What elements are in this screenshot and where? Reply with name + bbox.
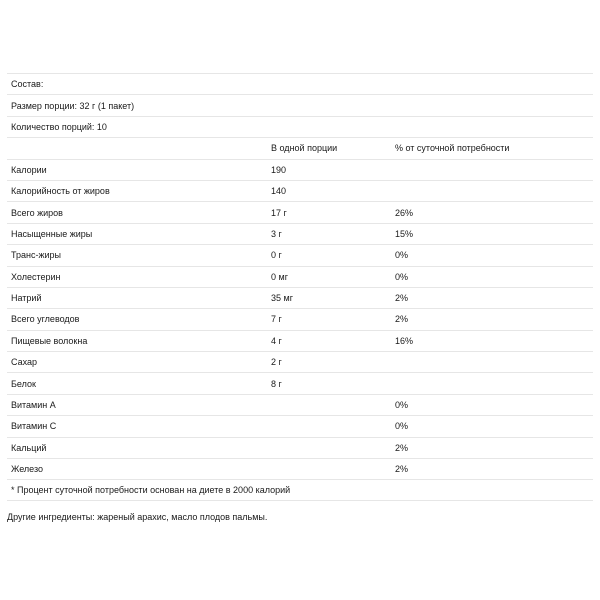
serving-size-label: Размер порции: 32 г (1 пакет) [11,100,135,111]
nutrient-daily-value: 2% [395,442,409,453]
nutrient-daily-value: 16% [395,335,414,346]
nutrient-name: Натрий [11,293,42,304]
nutrient-row [7,266,593,287]
nutrient-name: Калорийность от жиров [11,186,110,197]
nutrient-amount: 8 г [271,378,282,389]
nutrient-name: Железо [11,464,43,475]
nutrient-row [7,201,593,222]
nutrient-row [7,180,593,201]
nutrient-amount: 3 г [271,228,282,239]
composition-row [7,73,593,94]
nutrient-daily-value: 0% [395,271,409,282]
nutrient-amount: 2 г [271,357,282,368]
nutrition-facts-table [7,73,593,501]
nutrient-name: Белок [11,378,36,389]
footnote: * Процент суточной потребности основан на диете в 2000 калорий [11,485,291,496]
nutrient-daily-value: 0% [395,400,409,411]
nutrient-amount: 0 г [271,250,282,261]
servings-count-label: Количество порций: 10 [11,121,107,132]
nutrient-name: Всего углеводов [11,314,80,325]
serving-size-row [7,94,593,115]
nutrient-amount: 17 г [271,207,287,218]
nutrient-name: Калории [11,164,47,175]
nutrient-row [7,308,593,329]
nutrient-amount: 35 мг [271,293,293,304]
nutrient-daily-value: 15% [395,228,414,239]
nutrient-amount: 140 [271,186,287,197]
nutrient-row [7,330,593,351]
nutrient-rows [7,159,593,480]
servings-count-row [7,116,593,137]
nutrient-daily-value: 0% [395,421,409,432]
nutrient-daily-value: 2% [395,464,409,475]
nutrient-row [7,458,593,479]
nutrient-name: Холестерин [11,271,61,282]
nutrient-daily-value: 0% [395,250,409,261]
nutrient-daily-value: 2% [395,293,409,304]
nutrient-row [7,244,593,265]
nutrient-amount: 4 г [271,335,282,346]
nutrient-row [7,394,593,415]
column-header-row [7,137,593,158]
footnote-row [7,479,593,500]
other-ingredients: Другие ингредиенты: жареный арахис, масло плодов пальмы. [7,512,268,522]
nutrient-name: Витамин С [11,421,57,432]
nutrient-row [7,159,593,180]
nutrient-daily-value: 2% [395,314,409,325]
nutrient-row [7,287,593,308]
nutrient-row [7,351,593,372]
per-serving-header: В одной порции [271,143,338,154]
nutrient-row [7,415,593,436]
daily-value-header: % от суточной потребности [395,143,510,154]
nutrient-row [7,223,593,244]
nutrient-amount: 0 мг [271,271,288,282]
nutrient-amount: 190 [271,164,287,175]
nutrient-name: Пищевые волокна [11,335,88,346]
nutrient-row [7,437,593,458]
composition-label: Состав: [11,79,44,90]
nutrient-name: Витамин А [11,400,56,411]
nutrient-row [7,372,593,393]
nutrient-name: Транс-жиры [11,250,61,261]
nutrient-daily-value: 26% [395,207,414,218]
nutrient-name: Кальций [11,442,47,453]
nutrient-amount: 7 г [271,314,282,325]
nutrient-name: Всего жиров [11,207,63,218]
nutrient-name: Насыщенные жиры [11,228,93,239]
nutrient-name: Сахар [11,357,38,368]
